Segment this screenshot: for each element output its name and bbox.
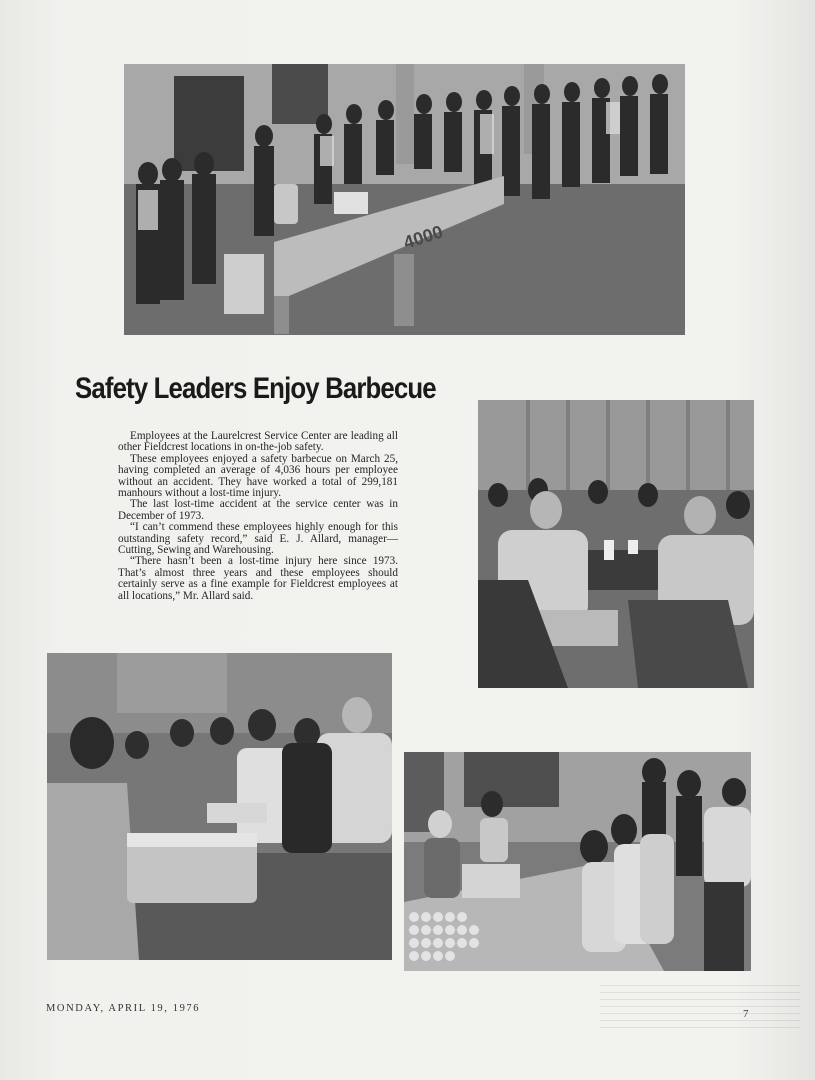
article-paragraph: These employees enjoyed a safety barbecue on March 25, having completed an average of 4,036 hours per employee without an accident. They have worked a total of 299,181 manhours without a lost-time injury. bbox=[118, 452, 398, 500]
article-headline: Safety Leaders Enjoy Barbecue bbox=[75, 372, 436, 405]
photo-serving-line bbox=[47, 653, 392, 960]
show-through-text bbox=[600, 985, 800, 1030]
article-paragraph: Employees at the Laurelcrest Service Center are leading all other Fieldcrest locations in on-the-job safety. bbox=[118, 430, 398, 454]
article-body bbox=[118, 431, 398, 602]
page-number: 7 bbox=[743, 1008, 749, 1020]
table-sign-4000: 4000 bbox=[401, 221, 446, 253]
article-paragraph: “I can’t commend these employees highly enough for this outstanding safety record,” said E. J. Allard, manager—Cutting, Sewing and Warehousing. bbox=[118, 521, 398, 557]
photo-cups-table bbox=[404, 752, 751, 971]
article-paragraph: “There hasn’t been a lost-time injury here since 1973. That’s almost three years and these employees should certainly serve as a fine example for Fieldcrest employees at all locations,” Mr. Allard said. bbox=[118, 555, 398, 602]
footer-date: MONDAY, APRIL 19, 1976 bbox=[46, 1003, 201, 1014]
article-paragraph: The last lost-time accident at the service center was in December of 1973. bbox=[118, 498, 398, 522]
photo-barbecue-line bbox=[124, 64, 685, 335]
photo-seated-diners bbox=[478, 400, 754, 688]
